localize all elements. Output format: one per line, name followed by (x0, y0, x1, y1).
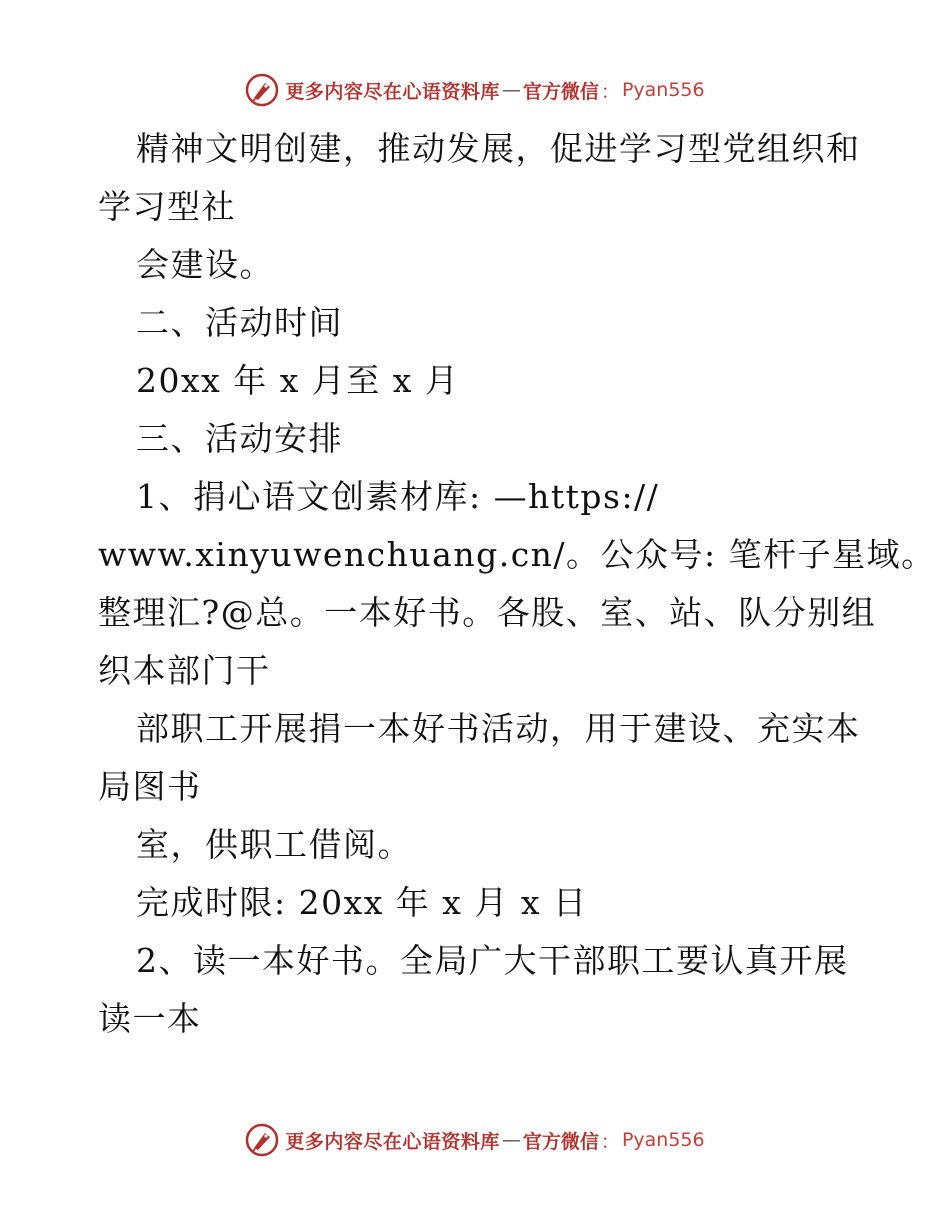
text-line: 完成时限: 20xx 年 x 月 x 日 (136, 883, 588, 922)
text-line: 室，供职工借阅。 (136, 825, 412, 864)
text-line: 精神文明创建，推动发展，促进学习型党组织和 (136, 129, 861, 168)
banner-site-text: 更多内容尽在心语资料库 (285, 1130, 500, 1153)
pen-nib-logo-icon (245, 1123, 279, 1157)
text-line: 1、捐心语文创素材库: —https:// (136, 477, 660, 516)
header-banner (0, 70, 950, 110)
text-line: www.xinyuwenchuang.cn/。公众号: 笔杆子星域。 (98, 535, 936, 574)
banner-separator: — (501, 1129, 521, 1151)
banner-colon: ： (600, 1130, 620, 1153)
banner-site-text: 更多内容尽在心语资料库 (285, 80, 500, 103)
banner-wechat-id: Pyan556 (621, 79, 705, 101)
banner-wechat-label: 官方微信 (522, 80, 599, 103)
pen-nib-logo-icon (245, 73, 279, 107)
text-line: 2、读一本好书。全局广大干部职工要认真开展 (136, 941, 849, 980)
text-line: 会建设。 (136, 245, 274, 284)
footer-banner (0, 1120, 950, 1160)
text-line: 部职工开展捐一本好书活动，用于建设、充实本 (136, 709, 861, 748)
banner-wechat-id: Pyan556 (621, 1129, 705, 1151)
banner-wechat-label: 官方微信 (522, 1130, 599, 1153)
text-line: 局图书 (98, 767, 202, 806)
banner-separator: — (501, 79, 521, 101)
text-line: 读一本 (98, 999, 202, 1038)
banner-colon: ： (600, 80, 620, 103)
text-line: 整理汇?@总。一本好书。各股、室、站、队分别组 (98, 593, 877, 632)
text-line: 学习型社 (98, 187, 236, 226)
text-line: 20xx 年 x 月至 x 月 (136, 361, 460, 400)
document-body (98, 120, 936, 1048)
text-line: 织本部门干 (98, 651, 271, 690)
section-heading: 二、活动时间 (136, 303, 343, 342)
section-heading: 三、活动安排 (136, 419, 343, 458)
